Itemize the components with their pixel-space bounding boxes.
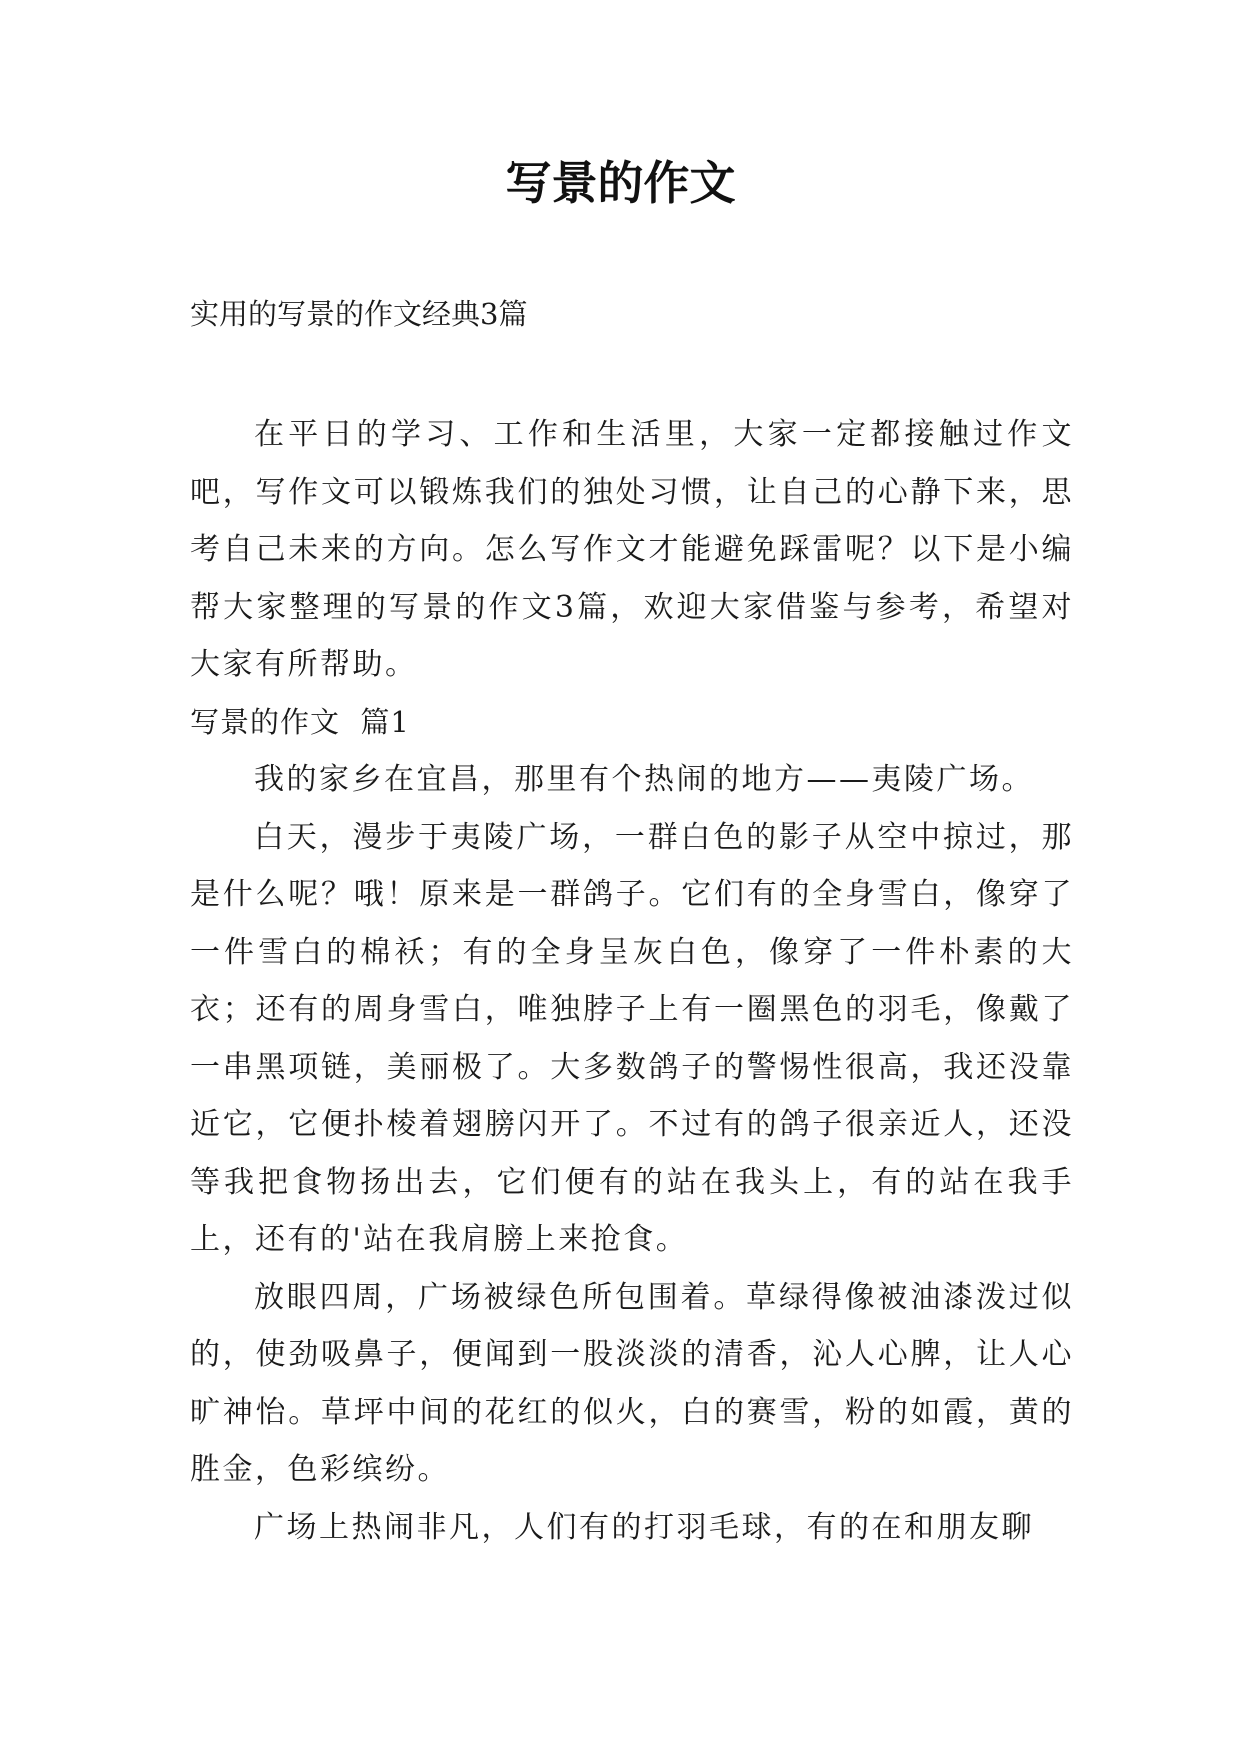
section-heading: 写景的作文 篇1 xyxy=(190,704,410,739)
intro-paragraph: 在平日的学习、工作和生活里，大家一定都接触过作文吧，写作文可以锻炼我们的独处习惯，让自己的心静下来，思考自己未来的方向。怎么写作文才能避免踩雷呢？以下是小编帮大家整理的写景的作文3篇，欢迎大家借鉴与参考，希望对大家有所帮助。 xyxy=(190,417,1074,682)
document-body xyxy=(190,406,1074,1556)
body-paragraph: 广场上热闹非凡，人们有的打羽毛球，有的在和朋友聊 xyxy=(254,1509,1034,1545)
document-subtitle: 实用的写景的作文经典3篇 xyxy=(190,297,528,331)
document-title: 写景的作文 xyxy=(505,156,736,210)
body-paragraph: 放眼四周，广场被绿色所包围着。草绿得像被油漆泼过似的，使劲吸鼻子，便闻到一股淡淡的清香，沁人心脾，让人心旷神怡。草坪中间的花红的似火，白的赛雪，粉的如霞，黄的胜金，色彩缤纷。 xyxy=(190,1279,1074,1487)
body-paragraph: 白天，漫步于夷陵广场，一群白色的影子从空中掠过，那是什么呢？哦！原来是一群鸽子。它们有的全身雪白，像穿了一件雪白的棉袄；有的全身呈灰白色，像穿了一件朴素的大衣；还有的周身雪白，唯独脖子上有一圈黑色的羽毛，像戴了一串黑项链，美丽极了。大多数鸽子的警惕性很高，我还没靠近它，它便扑棱着翅膀闪开了。不过有的鸽子很亲近人，还没等我把食物扬出去，它们便有的站在我头上，有的站在我手上，还有的'站在我肩膀上来抢食。 xyxy=(190,819,1074,1257)
body-paragraph: 我的家乡在宜昌，那里有个热闹的地方——夷陵广场。 xyxy=(254,762,1034,797)
